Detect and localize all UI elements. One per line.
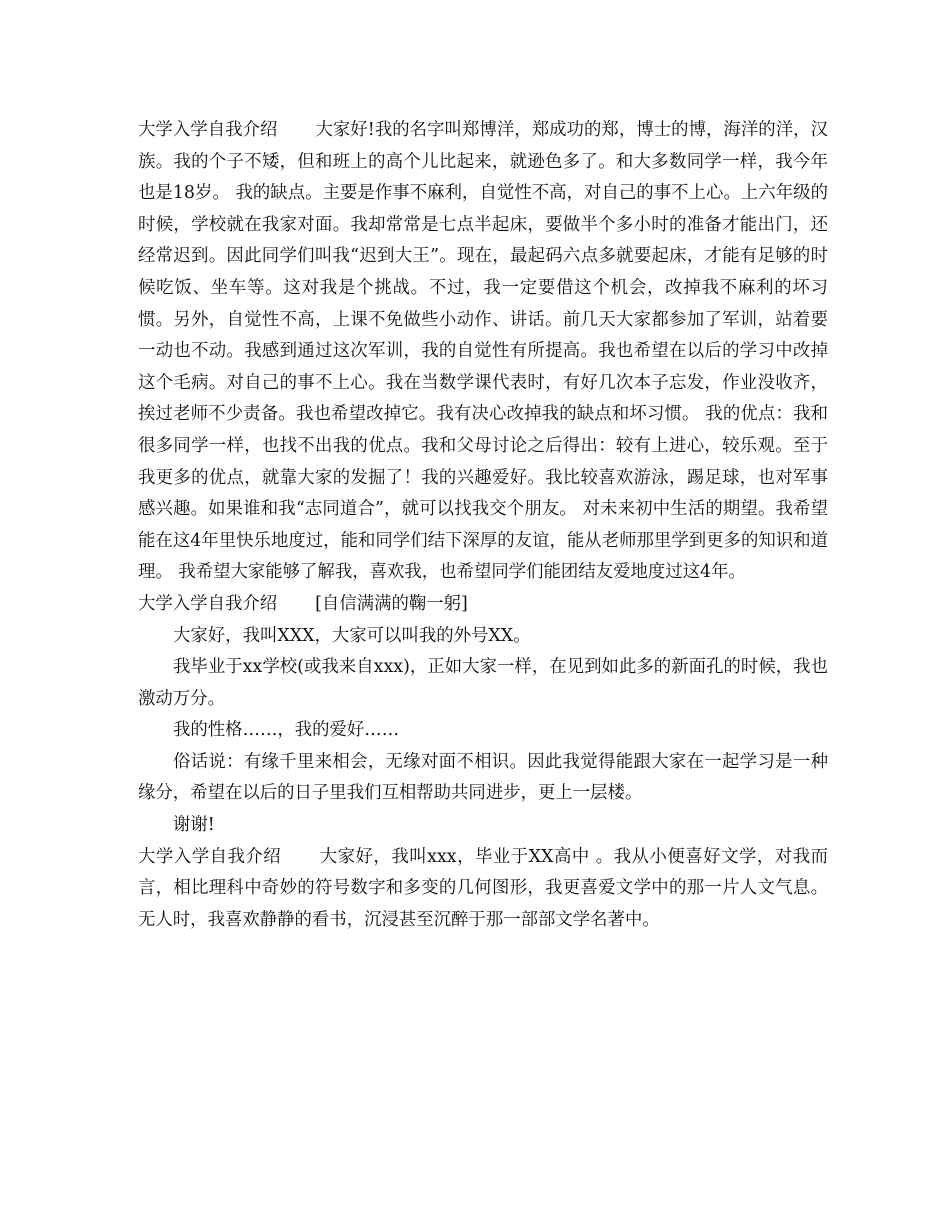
section2-paragraph-2: 我毕业于xx学校(或我来自xxx)，正如大家一样，在见到如此多的新面孔的时候，我也激动万分。 xyxy=(138,657,828,709)
section2-paragraph-1: 大家好，我叫XXX，大家可以叫我的外号XX。 xyxy=(173,625,531,646)
section1-body: 大家好!我的名字叫郑博洋，郑成功的郑，博士的博，海洋的洋，汉族。我的个子不矮，但和班上的高个儿比起来，就逊色多了。和大多数同学一样，我今年也是18岁。 我的缺点。主要是作事不麻利，自觉性不高，对自己的事不上心。上六年级的时候，学校就在我家对面。我却常常是七点半起床，要做半个多小时的准备才能出门，还经常迟到。因此同学们叫我“迟到大王”。现在，最起码六点多就要起床，才能有足够的时候吃饭、坐车等。这对我是个挑战。不过，我一定要借这个机会，改掉我不麻利的坏习惯。另外，自觉性不高，上课不免做些小动作、讲话。前几天大家都参加了军训，站着要一动也不动。我感到通过这次军训，我的自觉性有所提高。我也希望在以后的学习中改掉这个毛病。对自己的事不上心。我在当数学课代表时，有好几次本子忘发，作业没收齐，挨过老师不少责备。我也希望改掉它。我有决心改掉我的缺点和坏习惯。 我的优点：我和很多同学一样，也找不出我的优点。我和父母讨论之后得出：较有上进心，较乐观。至于我更多的优点，就靠大家的发掘了！我的兴趣爱好。我比较喜欢游泳，踢足球，也对军事感兴趣。如果谁和我“志同道合”，就可以找我交个朋友。 对未来初中生活的期望。我希望能在这4年里快乐地度过，能和同学们结下深厚的友谊，能从老师那里学到更多的知识和道理。 我希望大家能够了解我，喜欢我，也希望同学们能团结友爱地度过这4年。 xyxy=(138,120,828,583)
section2-heading: 大学入学自我介绍 xyxy=(138,593,278,614)
section2-paragraph-3: 我的性格……，我的爱好…… xyxy=(173,720,400,741)
section3-paragraph xyxy=(138,842,828,937)
section3-body: 大家好，我叫xxx，毕业于XX高中 。我从小便喜好文学，对我而言，相比理科中奇妙的符号数字和多变的几何图形，我更喜爱文学中的那一片人文气息。无人时，我喜欢静静的看书，沉浸甚至沉醉于那一部部文学名著中。 xyxy=(138,846,828,930)
section3-heading: 大学入学自我介绍 xyxy=(138,846,282,867)
document-page xyxy=(138,115,828,936)
section2-heading-line xyxy=(138,589,828,621)
section1-heading: 大学入学自我介绍 xyxy=(138,120,278,140)
section1-paragraph xyxy=(138,115,828,589)
section2-paragraph-4: 俗话说：有缘千里来相会，无缘对面不相识。因此我觉得能跟大家在一起学习是一种缘分，希望在以后的日子里我们互相帮助共同进步，更上一层楼。 xyxy=(138,751,828,804)
section2-subtitle: [自信满满的鞠一躬] xyxy=(315,593,468,614)
section2-paragraph-5: 谢谢! xyxy=(173,815,215,836)
